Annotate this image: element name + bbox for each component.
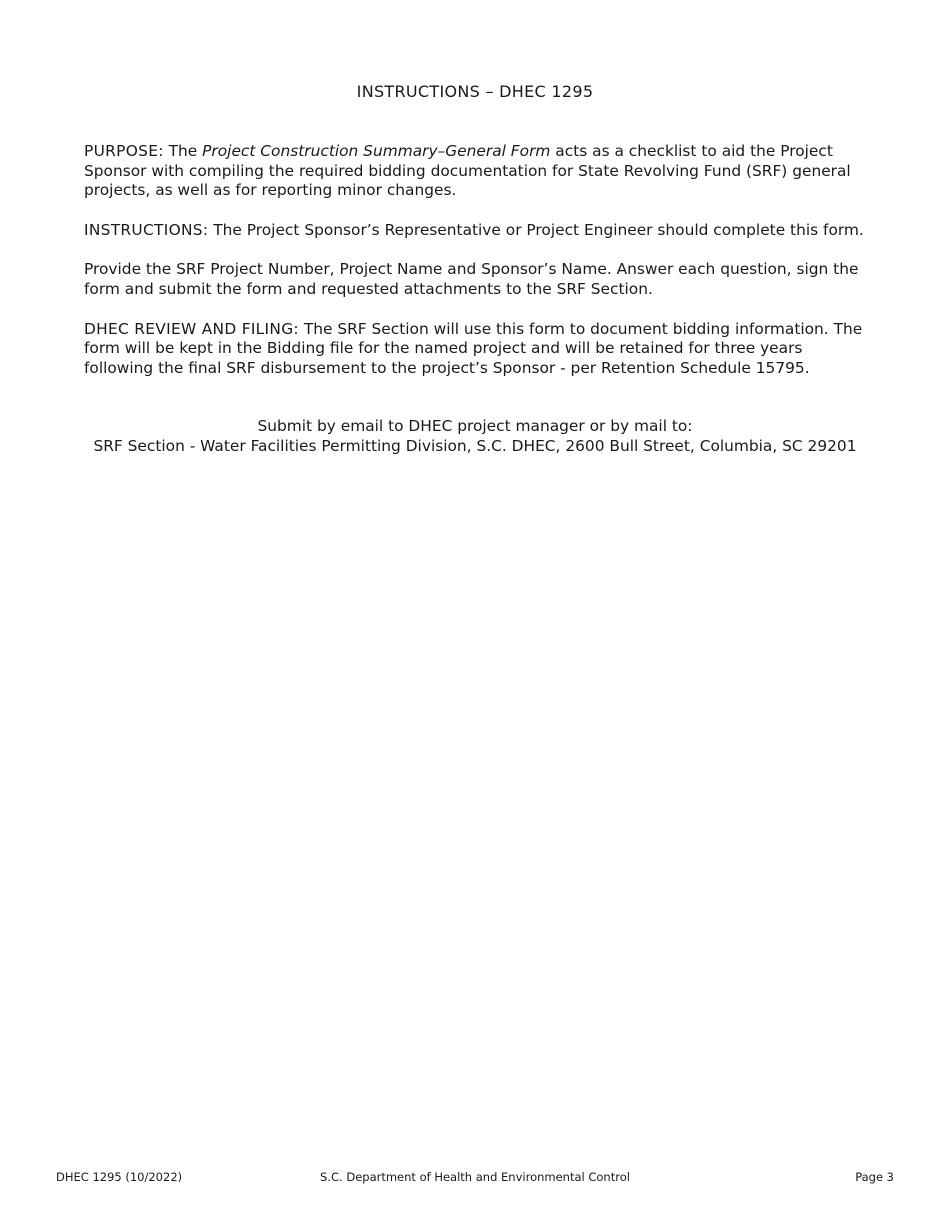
page-title: INSTRUCTIONS – DHEC 1295 — [356, 82, 594, 101]
footer-agency: S.C. Department of Health and Environmental Control — [320, 1170, 630, 1184]
footer-page-number: Page 3 — [855, 1170, 894, 1184]
review-text: The SRF Section will use this form to document bidding information. The form will be kept in the Bidding file for the named project and will be retained for three years following the final SRF disbursement to the project’s Sponsor - per Retention Schedule 15795. — [84, 319, 863, 377]
page-footer — [56, 1170, 894, 1186]
footer-form-id: DHEC 1295 (10/2022) — [56, 1170, 183, 1184]
review-label: DHEC REVIEW AND FILING: — [84, 319, 299, 338]
purpose-text-after: acts as a checklist to aid the Project Sponsor with compiling the required bidding documentation for State Revolving Fund (SRF) general projects, as well as for reporting minor changes. — [84, 142, 851, 200]
purpose-paragraph — [84, 142, 874, 201]
review-paragraph — [84, 320, 874, 379]
instructions-text: The Project Sponsor’s Representative or Project Engineer should complete this form. — [208, 220, 864, 239]
instructions-label: INSTRUCTIONS: — [84, 220, 209, 239]
provide-paragraph: Provide the SRF Project Number, Project Name and Sponsor’s Name. Answer each question, sign the form and submit the form and requested attachments to the SRF Section. — [84, 260, 859, 298]
submission-address — [0, 417, 950, 456]
instructions-body — [84, 142, 874, 398]
mailing-address: SRF Section - Water Facilities Permitting Division, S.C. DHEC, 2600 Bull Street, Columbia, SC 29201 — [93, 436, 857, 455]
instructions-paragraph — [84, 221, 874, 241]
purpose-label: PURPOSE: — [84, 142, 164, 160]
submit-instruction: Submit by email to DHEC project manager or by mail to: — [257, 417, 693, 435]
purpose-form-name: Project Construction Summary–General Form — [202, 142, 551, 160]
purpose-text-before: The — [163, 142, 203, 160]
